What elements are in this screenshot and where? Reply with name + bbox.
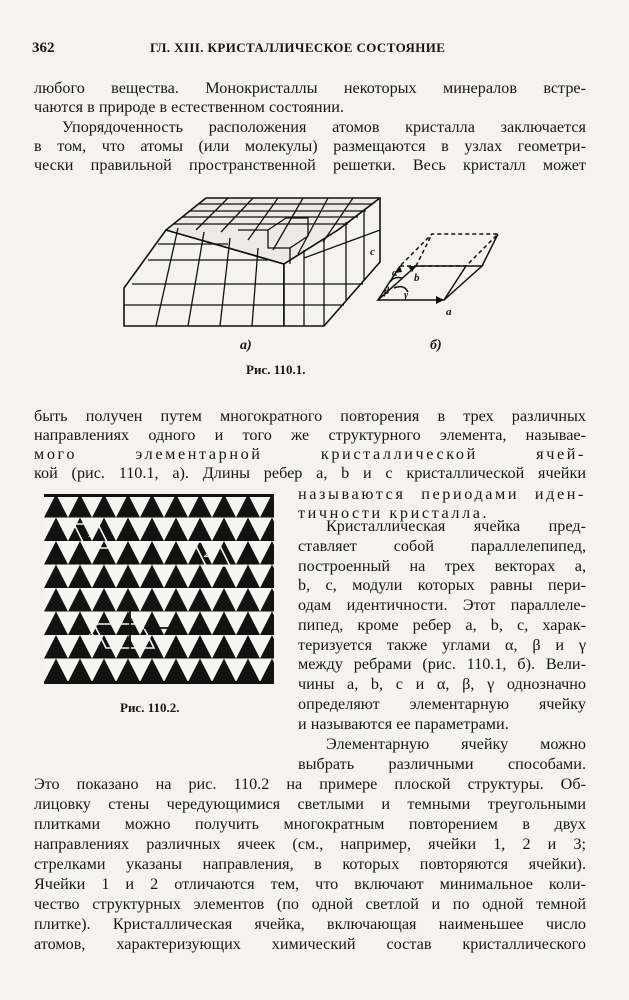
term-line: называются периодами иден- xyxy=(298,485,586,503)
vector-label-c: c xyxy=(370,246,375,258)
paragraph-line: в том, что атомы (или молекулы) размещаются в узлах геометри- xyxy=(34,137,586,155)
figure-label-a: а) xyxy=(240,338,252,353)
vector-label-b: b xyxy=(414,272,420,284)
term-line: мого элементарной кристаллической ячей- xyxy=(34,445,586,463)
paragraph-line: выбрать различными способами. xyxy=(298,755,586,773)
cell-label-1: 1 xyxy=(88,526,94,540)
paragraph-line: между ребрами (рис. 110.1, б). Вели- xyxy=(298,655,586,673)
term-line: тичности кристалла. xyxy=(298,504,490,522)
triangle-tiling-figure xyxy=(44,494,274,684)
paragraph-line: построенный на трех векторах a, xyxy=(298,557,586,575)
paragraph-line: направлениях одного и того же структурного элемента, называе- xyxy=(34,426,586,444)
paragraph-line: чаются в природе в естественном состоянии. xyxy=(34,98,344,116)
paragraph-line: кой (рис. 110.1, а). Длины ребер a, b и c кристаллической ячейки xyxy=(34,464,586,482)
figure-caption: Рис. 110.1. xyxy=(246,362,306,377)
paragraph-line: чески правильной пространственной решетки. Весь кристалл может xyxy=(34,156,586,174)
paragraph-line: стрелками указаны направления, в которых повторяются ячейки). xyxy=(34,855,586,873)
paragraph-line: Кристаллическая ячейка пред- xyxy=(326,517,586,535)
paragraph-line: плитками можно получить многократным повторением в двух xyxy=(34,815,586,833)
paragraph-line: лицовку стены чередующимися светлыми и темными треугольными xyxy=(34,795,586,813)
vector-label-a: a xyxy=(446,306,452,318)
paragraph-line: теризуется также углами α, β и γ xyxy=(298,636,586,654)
cell-label-2: 2 xyxy=(204,546,210,560)
crystal-lattice-figure xyxy=(118,188,388,338)
figure-caption: Рис. 110.2. xyxy=(120,700,180,715)
paragraph-line: Упорядоченность расположения атомов кристалла заключается xyxy=(62,118,586,136)
paragraph-line: и называются ее параметрами. xyxy=(298,715,509,733)
paragraph-line: пипед, кроме ребер a, b, c, харак- xyxy=(298,616,586,634)
cell-label-3: 3 xyxy=(88,630,94,644)
paragraph-line: одам идентичности. Этот параллеле- xyxy=(298,596,586,614)
paragraph-line: плитке). Кристаллическая ячейка, включающая наименьшее число xyxy=(34,915,586,933)
paragraph-line: Это показано на рис. 110.2 на примере плоской структуры. Об- xyxy=(34,775,586,793)
paragraph-line: определяют элементарную ячейку xyxy=(298,695,586,713)
paragraph-line: Ячейки 1 и 2 отличаются тем, что включают минимальное коли- xyxy=(34,875,586,893)
paragraph-line: чество структурных элементов (по одной светлой и по одной темной xyxy=(34,895,586,913)
paragraph-line: атомов, характеризующих химический состав кристаллического xyxy=(34,935,586,953)
paragraph-line: быть получен путем многократного повторения в трех различных xyxy=(34,407,586,425)
paragraph-line: чины a, b, c и α, β, γ однозначно xyxy=(298,675,586,693)
page-number: 362 xyxy=(32,40,55,56)
angle-label-gamma: γ xyxy=(404,290,409,301)
angle-label-alpha: α xyxy=(392,268,398,279)
paragraph-line: b, c, модули которых равны пери- xyxy=(298,576,586,594)
angle-label-beta: β xyxy=(384,286,390,297)
figure-label-b: б) xyxy=(430,338,442,353)
paragraph-line: Элементарную ячейку можно xyxy=(326,735,586,753)
paragraph-line: ставляет собой параллелепипед, xyxy=(298,537,586,555)
unit-cell-figure xyxy=(364,226,504,322)
paragraph-line: любого вещества. Монокристаллы некоторых минералов встре- xyxy=(34,79,586,97)
paragraph-line: направлениях различных ячеек (см., например, ячейки 1, 2 и 3; xyxy=(34,835,586,853)
running-title: ГЛ. XIII. КРИСТАЛЛИЧЕСКОЕ СОСТОЯНИЕ xyxy=(150,40,446,55)
